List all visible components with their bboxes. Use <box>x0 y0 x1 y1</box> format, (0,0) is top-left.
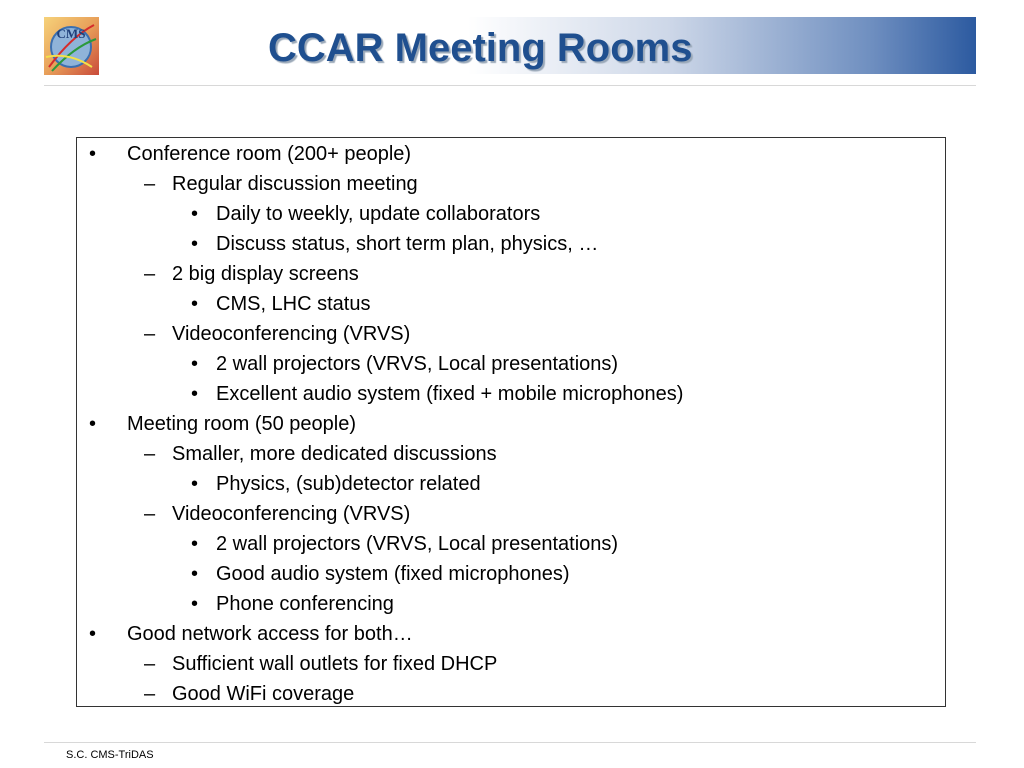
list-item-text: Meeting room (50 people) <box>127 413 357 435</box>
bullet-marker: – <box>144 323 156 345</box>
list-item-text: Physics, (sub)detector related <box>216 473 481 495</box>
list-item <box>77 319 937 349</box>
bullet-marker: • <box>191 383 199 405</box>
list-item-text: Excellent audio system (fixed + mobile microphones) <box>216 383 684 405</box>
list-item <box>77 499 937 529</box>
bullet-marker: • <box>191 353 199 375</box>
list-item-text: Discuss status, short term plan, physics, … <box>216 233 599 255</box>
bullet-marker: • <box>89 143 97 165</box>
list-item-text: Good WiFi coverage <box>172 683 355 705</box>
list-item-text: 2 big display screens <box>172 263 359 285</box>
bullet-marker: – <box>144 443 156 465</box>
list-item-text: CMS, LHC status <box>216 293 371 315</box>
list-item <box>77 259 937 289</box>
list-item-text: Good network access for both… <box>127 623 413 645</box>
list-item <box>77 169 937 199</box>
bullet-marker: • <box>89 413 97 435</box>
bullet-marker: – <box>144 173 156 195</box>
list-item <box>77 289 937 319</box>
list-item <box>77 679 937 709</box>
footer-text: S.C. CMS-TriDAS <box>66 749 154 761</box>
list-item <box>77 439 937 469</box>
list-item <box>77 379 937 409</box>
bullet-marker: • <box>191 593 199 615</box>
list-item-text: Conference room (200+ people) <box>127 143 412 165</box>
bullet-marker: – <box>144 263 156 285</box>
list-item <box>77 229 937 259</box>
list-item-text: Daily to weekly, update collaborators <box>216 203 541 225</box>
bullet-marker: • <box>191 233 199 255</box>
list-item <box>77 619 937 649</box>
list-item-text: 2 wall projectors (VRVS, Local presentations) <box>216 353 619 375</box>
list-item <box>77 349 937 379</box>
bullet-marker: • <box>191 293 199 315</box>
bullet-marker: – <box>144 683 156 705</box>
list-item-text: Videoconferencing (VRVS) <box>172 323 411 345</box>
bullet-marker: • <box>191 533 199 555</box>
list-item <box>77 559 937 589</box>
list-item <box>77 469 937 499</box>
title-divider <box>44 85 976 86</box>
content-box <box>76 137 946 707</box>
footer-divider <box>44 742 976 743</box>
list-item <box>77 649 937 679</box>
list-item-text: 2 wall projectors (VRVS, Local presentations) <box>216 533 619 555</box>
list-item-text: Phone conferencing <box>216 593 394 615</box>
list-item <box>77 199 937 229</box>
list-item-text: Regular discussion meeting <box>172 173 418 195</box>
bullet-marker: – <box>144 503 156 525</box>
list-item-text: Smaller, more dedicated discussions <box>172 443 497 465</box>
bullet-marker: – <box>144 653 156 675</box>
list-item <box>77 589 937 619</box>
bullet-marker: • <box>89 623 97 645</box>
page-title: CCAR Meeting Rooms <box>268 26 693 70</box>
list-item <box>77 139 937 169</box>
list-item-text: Sufficient wall outlets for fixed DHCP <box>172 653 498 675</box>
bullet-marker: • <box>191 203 199 225</box>
logo-text: CMS <box>56 26 86 41</box>
bullet-marker: • <box>191 473 199 495</box>
list-item-text: Videoconferencing (VRVS) <box>172 503 411 525</box>
list-item <box>77 529 937 559</box>
list-item <box>77 409 937 439</box>
bullet-marker: • <box>191 563 199 585</box>
list-item-text: Good audio system (fixed microphones) <box>216 563 570 585</box>
cms-logo <box>44 17 99 75</box>
